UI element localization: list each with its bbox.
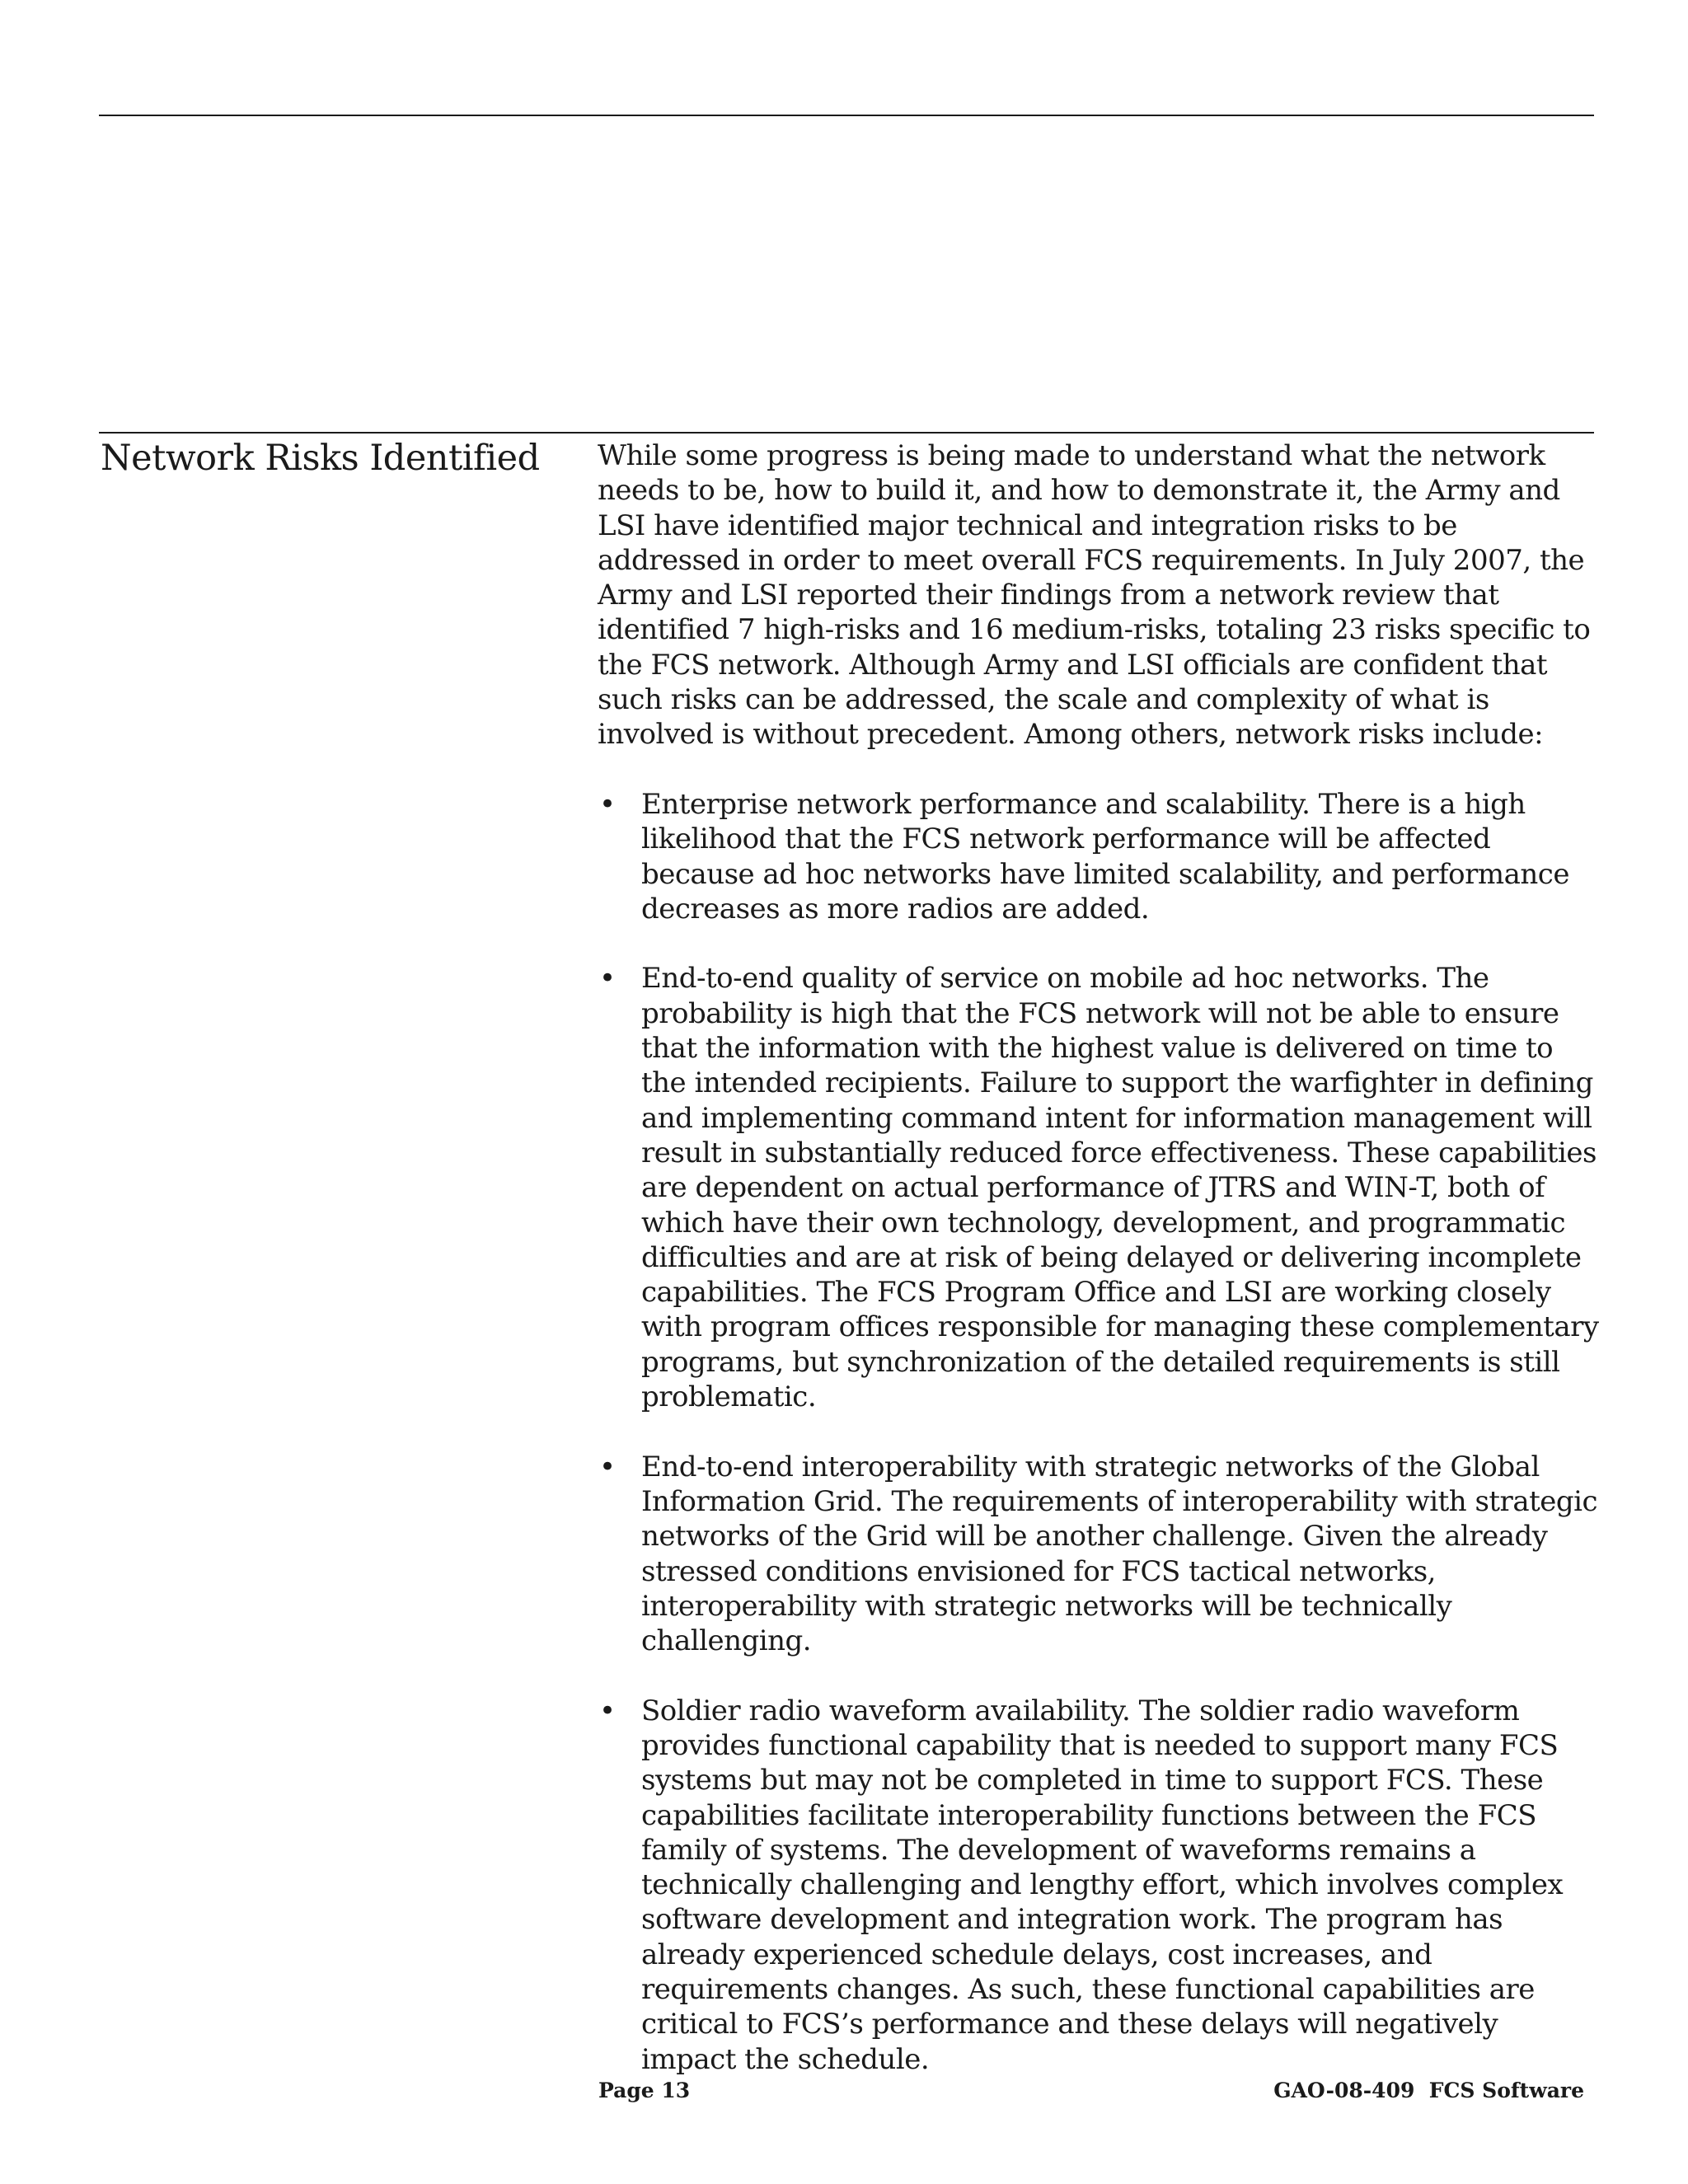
section-divider (99, 432, 1594, 434)
risk-item-soldier-radio-waveform (598, 1694, 1599, 2077)
section-heading: Network Risks Identified (101, 438, 540, 479)
risk-item-text: End-to-end interoperability with strategic networks of the Global Information Grid. The requirements of interoperability with strategic networks of the Grid will be another challenge. Given the already stressed conditions envisioned for FCS tactical networks, interoperability with strategic networks will be technically challenging. (641, 1450, 1598, 1658)
top-divider (99, 115, 1594, 116)
risk-list (598, 787, 1599, 2077)
report-identifier: GAO-08-409 FCS Software (1273, 2079, 1584, 2102)
body-column (598, 438, 1599, 2077)
risk-item-enterprise-network (598, 787, 1599, 926)
bullet-icon: • (599, 962, 616, 996)
risk-item-text: Soldier radio waveform availability. The soldier radio waveform provides functional capability that is needed to support many FCS systems but may not be completed in time to support FCS. These capabilities facilitate interoperability functions between the FCS family of systems. The development of waveforms remains a technically challenging and lengthy effort, which involves complex software development and integration work. The program has already experienced schedule delays, cost increases, and requirements changes. As such, these functional capabilities are critical to FCS’s performance and these delays will negatively impact the schedule. (641, 1694, 1564, 2076)
bullet-icon: • (599, 1450, 616, 1483)
bullet-icon: • (599, 787, 616, 821)
intro-paragraph: While some progress is being made to understand what the network needs to be, how to build it, and how to demonstrate it, the Army and LSI have identified major technical and integration risks to be addressed in order to meet overall FCS requirements. In July 2007, the Army and LSI reported their findings from a network review that identified 7 high-risks and 16 medium-risks, totaling 23 risks specific to the FCS network. Although Army and LSI officials are confident that such risks can be addressed, the scale and complexity of what is involved is without precedent. Among others, network risks include: (598, 439, 1591, 752)
bullet-icon: • (599, 1694, 616, 1727)
risk-item-text: Enterprise network performance and scalability. There is a high likelihood that the FCS network performance will be affected because ad hoc networks have limited scalability, and performance decreases as more radios are added. (641, 787, 1569, 926)
risk-item-interoperability (598, 1450, 1599, 1659)
risk-item-text: End-to-end quality of service on mobile ad hoc networks. The probability is high that the FCS network will not be able to ensure that the information with the highest value is delivered on time to the intended recipients. Failure to support the warfighter in defining and implementing command intent for information management will result in substantially reduced force effectiveness. These capabilities are dependent on actual performance of JTRS and WIN-T, both of which have their own technology, development, and programmatic difficulties and are at risk of being delayed or delivering incomplete capabilities. The FCS Program Office and LSI are working closely with program offices responsible for managing these complementary programs, but synchronization of the detailed requirements is still problematic. (641, 962, 1599, 1414)
risk-item-quality-of-service (598, 961, 1599, 1414)
page-number: Page 13 (598, 2079, 691, 2102)
